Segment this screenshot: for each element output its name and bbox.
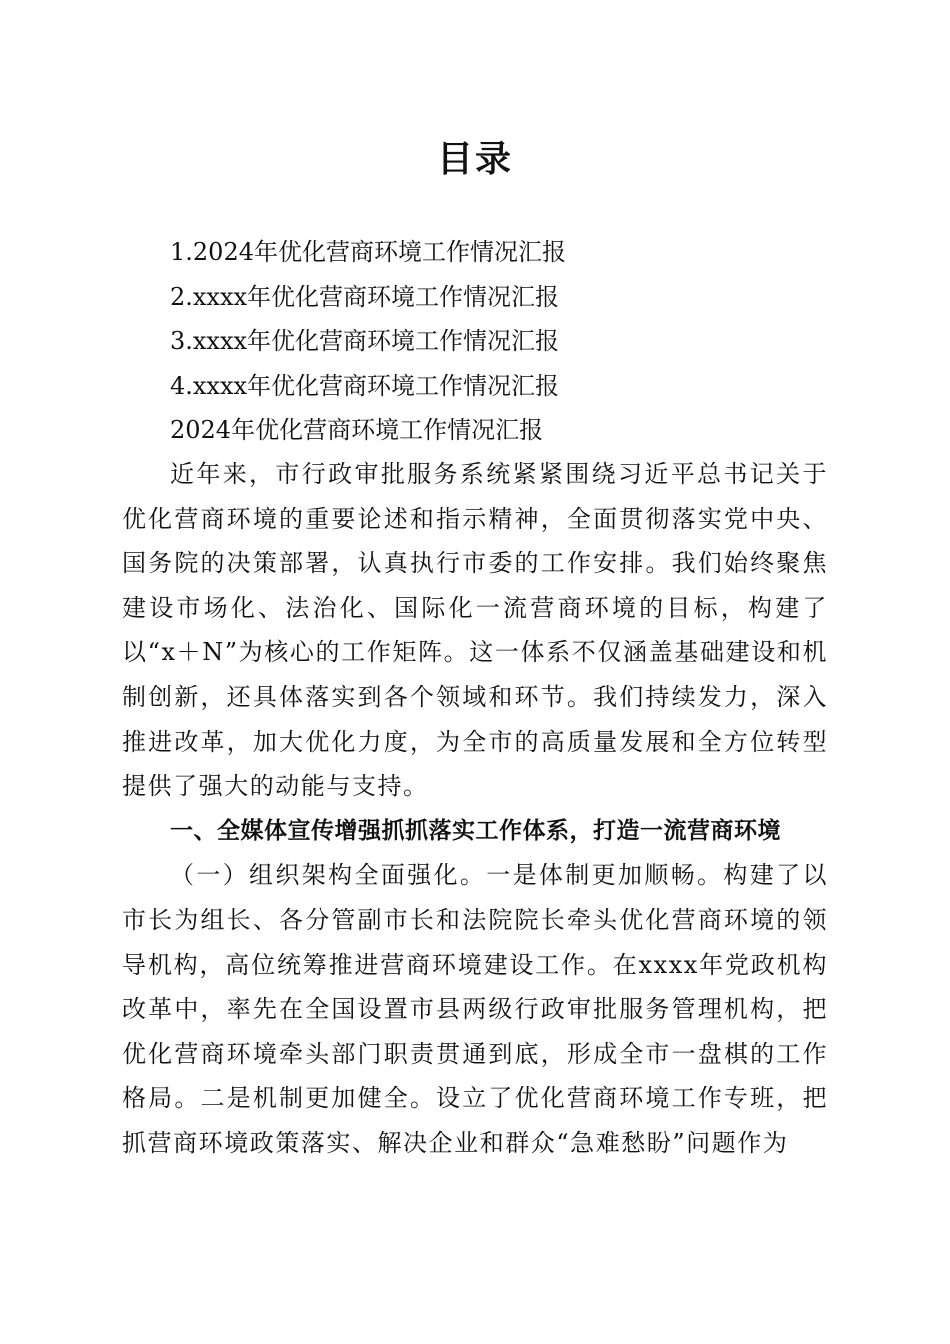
toc-item: 2024年优化营商环境工作情况汇报 <box>170 416 544 444</box>
section-paragraph: （一）组织架构全面强化。一是体制更加顺畅。构建了以市长为组长、各分管副市长和法院院长牵头优化营商环境的领导机构，高位统筹推进营商环境建设工作。在xxxx年党政机构改革中，率先在全国设置市县两级行政审批服务管理机构，把优化营商环境牵头部门职责贯通到底，形成全市一盘棋的工作格局。二是机制更加健全。设立了优化营商环境工作专班，把抓营商环境政策落实、解决企业和群众“急难愁盼”问题作为 <box>122 861 828 1157</box>
intro-paragraph: 近年来，市行政审批服务系统紧紧围绕习近平总书记关于优化营商环境的重要论述和指示精神，全面贯彻落实党中央、国务院的决策部署，认真执行市委的工作安排。我们始终聚焦建设市场化、法治化、国际化一流营商环境的目标，构建了以“x＋N”为核心的工作矩阵。这一体系不仅涵盖基础建设和机制创新，还具体落实到各个领域和环节。我们持续发力，深入推进改革，加大优化力度，为全市的高质量发展和全方位转型提供了强大的动能与支持。 <box>122 460 828 801</box>
section-heading: 一、全媒体宣传增强抓抓落实工作体系，打造一流营商环境 <box>170 817 781 844</box>
document-body <box>122 452 828 1166</box>
toc-item: 2.xxxx年优化营商环境工作情况汇报 <box>170 282 560 311</box>
table-of-contents <box>170 230 870 453</box>
toc-item: 1.2024年优化营商环境工作情况汇报 <box>170 238 566 266</box>
toc-item: 3.xxxx年优化营商环境工作情况汇报 <box>170 327 560 355</box>
toc-item: 4.xxxx年优化营商环境工作情况汇报 <box>170 371 560 400</box>
page-title: 目录 <box>436 139 513 180</box>
